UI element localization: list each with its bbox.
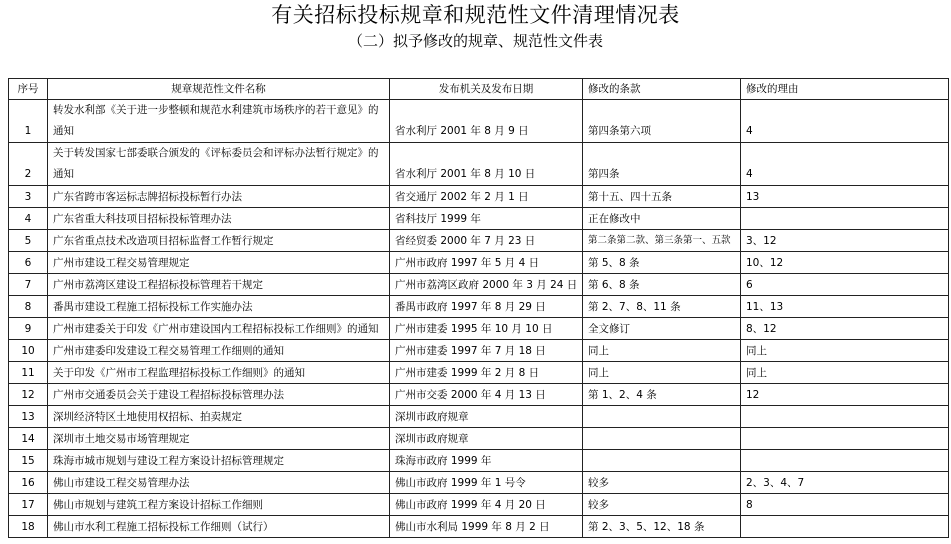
table-row [9,406,949,428]
cell-clauses [583,406,741,428]
cell-clauses: 较多 [583,472,741,494]
cell-issuer: 省水利厅 2001 年 8 月 10 日 [390,143,583,186]
cell-reason [741,516,949,538]
cell-no: 1 [9,100,48,143]
cell-reason: 12 [741,384,949,406]
cell-name: 广州市交通委员会关于建设工程招标投标管理办法 [48,384,390,406]
cell-clauses: 第 5、8 条 [583,252,741,274]
cell-reason [741,428,949,450]
cell-name: 番禺市建设工程施工招标投标工作实施办法 [48,296,390,318]
cell-name: 珠海市城市规划与建设工程方案设计招标管理规定 [48,450,390,472]
cell-no: 9 [9,318,48,340]
cell-no: 18 [9,516,48,538]
header-reason: 修改的理由 [741,79,949,100]
cell-no: 12 [9,384,48,406]
cell-clauses [583,428,741,450]
cell-issuer: 省水利厅 2001 年 8 月 9 日 [390,100,583,143]
cell-name: 广东省重大科技项目招标投标管理办法 [48,208,390,230]
header-issuer: 发布机关及发布日期 [390,79,583,100]
cell-no: 2 [9,143,48,186]
cell-name: 广东省跨市客运标志牌招标投标暂行办法 [48,186,390,208]
cell-clauses: 正在修改中 [583,208,741,230]
page-title: 有关招标投标规章和规范性文件清理情况表 [271,3,680,27]
cell-issuer: 广州市建委 1995 年 10 月 10 日 [390,318,583,340]
cell-clauses: 同上 [583,362,741,384]
cell-reason: 13 [741,186,949,208]
cell-issuer: 省经贸委 2000 年 7 月 23 日 [390,230,583,252]
cell-no: 3 [9,186,48,208]
cell-no: 8 [9,296,48,318]
regulations-table [8,78,949,538]
cell-name: 广州市建委印发建设工程交易管理工作细则的通知 [48,340,390,362]
table-row [9,428,949,450]
cell-reason: 8、12 [741,318,949,340]
cell-no: 15 [9,450,48,472]
cell-no: 4 [9,208,48,230]
cell-reason: 4 [741,100,949,143]
cell-clauses: 第四条 [583,143,741,186]
cell-name: 佛山市建设工程交易管理办法 [48,472,390,494]
cell-clauses: 全文修订 [583,318,741,340]
cell-clauses: 第 6、8 条 [583,274,741,296]
cell-no: 6 [9,252,48,274]
cell-name: 广州市荔湾区建设工程招标投标管理若干规定 [48,274,390,296]
cell-clauses: 第 2、3、5、12、18 条 [583,516,741,538]
header-clauses: 修改的条款 [583,79,741,100]
cell-issuer: 珠海市政府 1999 年 [390,450,583,472]
table-row [9,516,949,538]
cell-name: 关于转发国家七部委联合颁发的《评标委员会和评标办法暂行规定》的通知 [48,143,390,186]
table-row [9,274,949,296]
table-row [9,143,949,186]
cell-issuer: 深圳市政府规章 [390,428,583,450]
header-no: 序号 [9,79,48,100]
table-row [9,384,949,406]
cell-name: 广州市建委关于印发《广州市建设国内工程招标投标工作细则》的通知 [48,318,390,340]
cell-no: 14 [9,428,48,450]
cell-name: 广州市建设工程交易管理规定 [48,252,390,274]
cell-issuer: 佛山市政府 1999 年 1 号令 [390,472,583,494]
cell-reason: 3、12 [741,230,949,252]
cell-clauses: 第四条第六项 [583,100,741,143]
table-row [9,494,949,516]
cell-issuer: 广州市政府 1997 年 5 月 4 日 [390,252,583,274]
cell-clauses: 第十五、四十五条 [583,186,741,208]
table-header-row [9,79,949,100]
cell-clauses: 第 2、7、8、11 条 [583,296,741,318]
table-row [9,208,949,230]
cell-reason: 10、12 [741,252,949,274]
table-row [9,450,949,472]
cell-name: 转发水利部《关于进一步整顿和规范水利建筑市场秩序的若干意见》的通知 [48,100,390,143]
cell-reason: 6 [741,274,949,296]
table-row [9,318,949,340]
cell-clauses: 第二条第二款、第三条第一、五款 [583,230,741,252]
cell-issuer: 广州市建委 1997 年 7 月 18 日 [390,340,583,362]
cell-name: 佛山市水利工程施工招标投标工作细则（试行） [48,516,390,538]
table-row [9,252,949,274]
cell-name: 佛山市规划与建筑工程方案设计招标工作细则 [48,494,390,516]
cell-reason [741,450,949,472]
table-row [9,100,949,143]
cell-no: 7 [9,274,48,296]
page-subtitle: （二）拟予修改的规章、规范性文件表 [347,32,603,50]
cell-reason: 同上 [741,362,949,384]
table-row [9,296,949,318]
cell-clauses: 第 1、2、4 条 [583,384,741,406]
cell-reason [741,406,949,428]
header-name: 规章规范性文件名称 [48,79,390,100]
cell-issuer: 省科技厅 1999 年 [390,208,583,230]
cell-no: 16 [9,472,48,494]
cell-issuer: 佛山市政府 1999 年 4 月 20 日 [390,494,583,516]
cell-name: 深圳经济特区土地使用权招标、拍卖规定 [48,406,390,428]
cell-clauses: 同上 [583,340,741,362]
cell-issuer: 番禺市政府 1997 年 8 月 29 日 [390,296,583,318]
cell-no: 10 [9,340,48,362]
table-row [9,362,949,384]
cell-name: 广东省重点技术改造项目招标监督工作暂行规定 [48,230,390,252]
cell-issuer: 广州市荔湾区政府 2000 年 3 月 24 日 [390,274,583,296]
cell-no: 13 [9,406,48,428]
cell-reason: 11、13 [741,296,949,318]
cell-no: 11 [9,362,48,384]
cell-clauses [583,450,741,472]
cell-reason: 2、3、4、7 [741,472,949,494]
cell-clauses: 较多 [583,494,741,516]
table-row [9,340,949,362]
cell-issuer: 省交通厅 2002 年 2 月 1 日 [390,186,583,208]
cell-reason: 4 [741,143,949,186]
cell-issuer: 广州市交委 2000 年 4 月 13 日 [390,384,583,406]
cell-reason: 8 [741,494,949,516]
cell-reason: 同上 [741,340,949,362]
cell-issuer: 佛山市水利局 1999 年 8 月 2 日 [390,516,583,538]
cell-name: 关于印发《广州市工程监理招标投标工作细则》的通知 [48,362,390,384]
cell-issuer: 广州市建委 1999 年 2 月 8 日 [390,362,583,384]
table-row [9,472,949,494]
cell-name: 深圳市土地交易市场管理规定 [48,428,390,450]
cell-no: 5 [9,230,48,252]
table-row [9,230,949,252]
cell-reason [741,208,949,230]
cell-issuer: 深圳市政府规章 [390,406,583,428]
cell-no: 17 [9,494,48,516]
table-row [9,186,949,208]
